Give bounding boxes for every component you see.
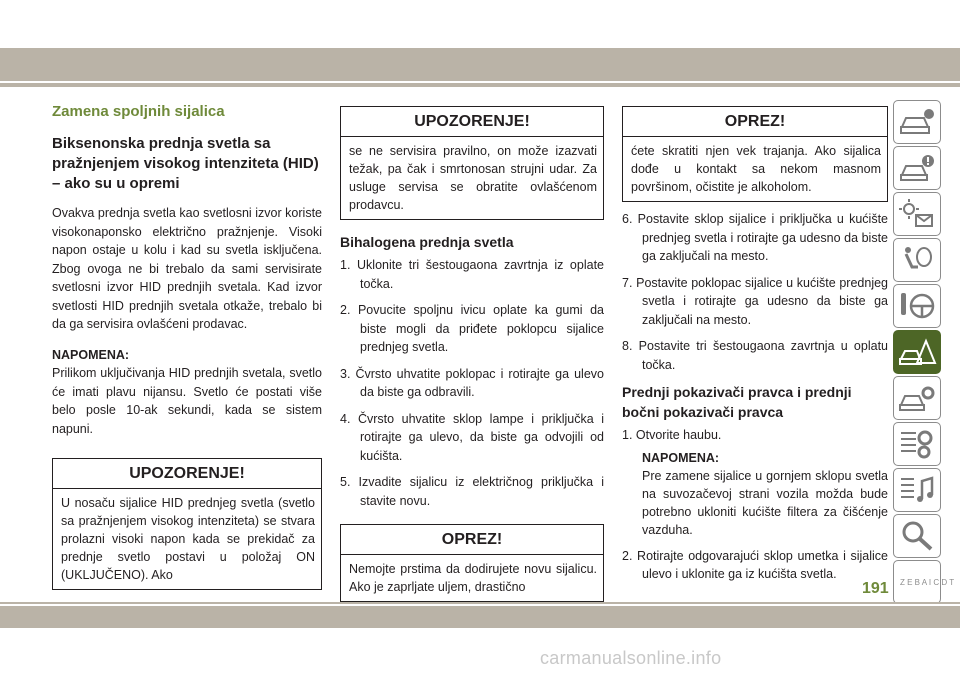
airbag-icon: [898, 243, 936, 277]
hid-note: [52, 346, 322, 439]
warning-title: UPOZORENJE!: [53, 459, 321, 489]
list-item: 8. Postavite tri šestougaona zavrtnja u oplatu točka.: [622, 339, 888, 372]
hid-paragraph: Ovakva prednja svetla kao svetlosni izvor koriste visokonaponsko električno pražnjenje. Visoki napon ostaje u kolu i kad su svetla isključena. Zbog ovoga ne bi trebalo da sami servisirate svetlosni izvor HID prednjih svetala. Kad izvor svetlosti HID prednjih svetala otkaže, trebalo bi da ga servisira ovlašćeni prodavac.: [52, 206, 322, 331]
watermark: carmanualsonline.info: [540, 648, 722, 668]
caution-box-continued: [622, 106, 888, 202]
list-item: 1. Uklonite tri šestougaona zavrtnja iz oplate točka.: [340, 258, 604, 291]
halogen-steps: [340, 256, 604, 510]
warning-box: [52, 458, 322, 590]
car-info-icon: [898, 105, 936, 139]
list-item: 5. Izvadite sijalicu iz električnog priključka i stavite novu.: [340, 475, 604, 508]
note-text: Pre zamene sijalice u gornjem sklopu svetla na suvozačevoj strani vozila možda bude potrebno ukloniti kućište filtera za čišćenje vazduha.: [642, 468, 888, 537]
index-icon: [898, 565, 955, 599]
caution-text: ćete skratiti njen vek trajanja. Ako sijalica dođe u kontakt sa nekom masnom površinom, očistite je alkoholom.: [631, 144, 881, 194]
section-title: Zamena spoljnih sijalica: [52, 103, 225, 120]
header-rule: [0, 83, 960, 87]
tab-car-alert-icon[interactable]: [893, 146, 941, 190]
page-number: 191: [862, 580, 889, 597]
turn-signal-steps: [622, 426, 888, 445]
multimedia-icon: [898, 473, 936, 507]
turn-signal-note: [622, 449, 888, 539]
list-item: 4. Čvrsto uhvatite sklop lampe i priključka i rotirajte ga ulevo, da biste ga odvojili od kućišta.: [340, 411, 604, 463]
list-item: 2. Rotirajte odgovarajući sklop umetka i sijalice ulevo i uklonite ga iz kućišta svetla.: [622, 548, 888, 581]
caution-box: [340, 524, 604, 602]
turn-signal-heading: Prednji pokazivači pravca i prednji bočni pokazivači pravca: [622, 384, 852, 420]
tab-car-info-icon[interactable]: [893, 100, 941, 144]
tab-dashboard-lights-icon[interactable]: [893, 192, 941, 236]
warning-title: UPOZORENJE!: [341, 107, 603, 137]
header-band: [0, 48, 960, 81]
roadside-warning-icon: [898, 335, 936, 369]
tab-car-service-icon[interactable]: [893, 376, 941, 420]
car-service-icon: [898, 381, 936, 415]
halogen-steps-continued: [622, 210, 888, 374]
tab-specifications-icon[interactable]: [893, 422, 941, 466]
note-label: NAPOMENA:: [52, 347, 130, 362]
caution-title: OPREZ!: [623, 107, 887, 137]
car-alert-icon: [898, 151, 936, 185]
footer-band: [0, 606, 960, 628]
warning-box-continued: [340, 106, 604, 220]
warning-text: U nosaču sijalice HID prednjeg svetla (svetlo sa pražnjenjem visokog intenziteta) se stvara prolazni visoki napon kada se prekidač za prednje svetlo postavi u položaj ON (UKLJUČENO). Ako: [61, 496, 315, 582]
dashboard-lights-icon: [898, 197, 936, 231]
note-text: Prilikom uključivanja HID prednjih svetala, svetlo će imati plavu nijansu. Svetlo će postati više belo posle 10-ak sekundi, kada se sistem napuni.: [52, 366, 322, 436]
halogen-heading: Bihalogena prednja svetla: [340, 234, 514, 250]
tab-steering-wheel-icon[interactable]: [893, 284, 941, 328]
turn-signal-steps-2: [622, 547, 888, 584]
hid-heading: Biksenonska prednja svetla sa pražnjenjem visokog intenziteta (HID) – ako su u opremi: [52, 135, 319, 192]
tab-index-icon[interactable]: [893, 560, 955, 604]
caution-title: OPREZ!: [341, 525, 603, 555]
specifications-icon: [898, 427, 936, 461]
list-item: 2. Povucite spoljnu ivicu oplate ka gumi da biste mogli da priđete poklopcu sijalice prednjeg svetla.: [340, 303, 604, 354]
tab-roadside-warning-icon[interactable]: [893, 330, 941, 374]
note-label: NAPOMENA:: [642, 450, 720, 465]
tab-airbag-icon[interactable]: [893, 238, 941, 282]
list-item: 1. Otvorite haubu.: [622, 428, 722, 442]
tab-multimedia-icon[interactable]: [893, 468, 941, 512]
search-icon: [898, 519, 936, 553]
list-item: 3. Čvrsto uhvatite poklopac i rotirajte ga ulevo da biste ga odbravili.: [340, 366, 604, 399]
column-2: [340, 106, 604, 602]
footer-rule: [0, 602, 960, 604]
tab-search-icon[interactable]: [893, 514, 941, 558]
caution-text: Nemojte prstima da dodirujete novu sijalicu. Ako je zaprljate uljem, drastično: [349, 562, 597, 594]
list-item: 6. Postavite sklop sijalice i priključka u kućište prednjeg svetla i rotirajte ga udesno da biste ga zaključali na mesto.: [622, 212, 888, 263]
steering-wheel-icon: [898, 289, 936, 323]
index-letters: Z E B A I C D T: [900, 578, 955, 587]
column-3: [622, 106, 888, 592]
warning-text: se ne servisira pravilno, on može izazvati težak, pa čak i smrtonosan strujni udar. Za usluge servisa se obratite ovlašćenom prodavcu.: [349, 144, 597, 212]
list-item: 7. Postavite poklopac sijalice u kućište prednjeg svetla i rotirajte ga udesno da biste ga zaključali na mesto.: [622, 275, 888, 327]
column-1: [52, 100, 322, 590]
